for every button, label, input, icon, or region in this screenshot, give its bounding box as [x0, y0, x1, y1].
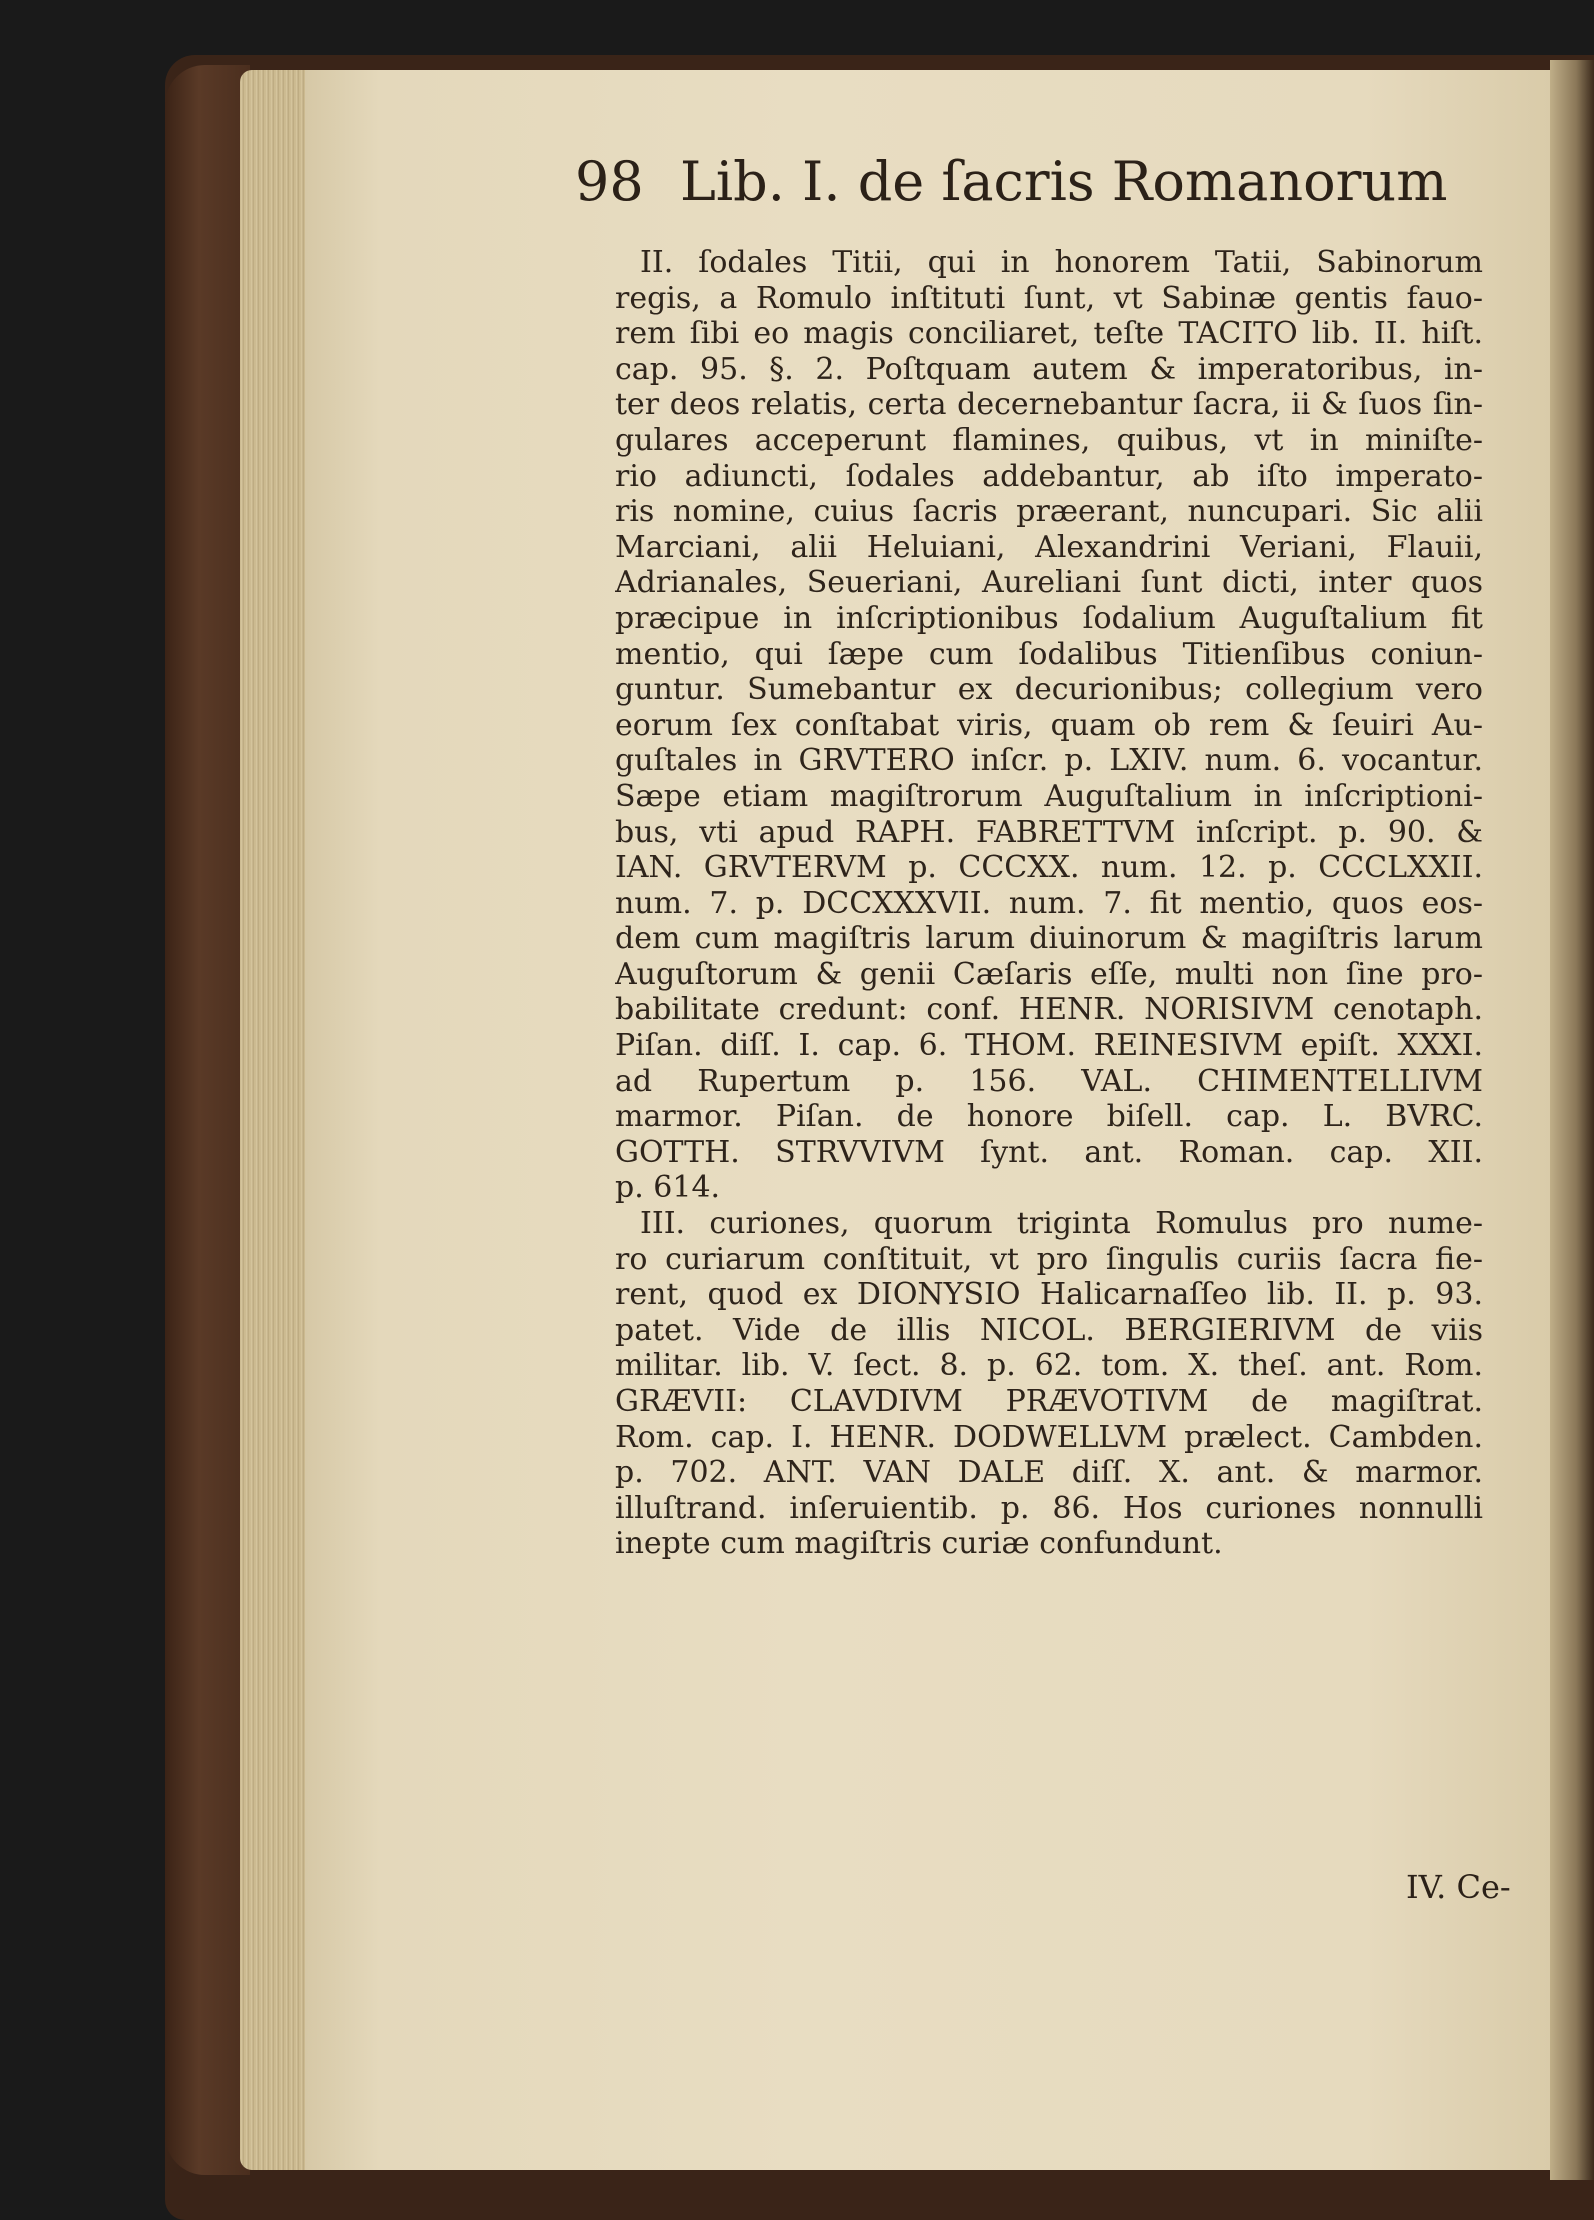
- text-line: militar. lib. V. ſect. 8. p. 62. tom. X. theſ. ant. Rom.: [615, 1348, 1483, 1384]
- gutter-shadow: [1550, 60, 1594, 2180]
- text-line: babilitate credunt: conf. HENR. NORISIVM cenotaph.: [615, 992, 1483, 1028]
- text-line: IAN. GRVTERVM p. CCCXX. num. 12. p. CCCLXXII.: [615, 850, 1483, 886]
- text-line: Auguſtorum & genii Cæſaris eſſe, multi non ſine pro-: [615, 956, 1483, 992]
- text-line: ad Rupertum p. 156. VAL. CHIMENTELLIVM: [615, 1063, 1483, 1099]
- catchword: IV. Ce-: [1406, 1868, 1511, 1906]
- text-line: præcipue in inſcriptionibus ſodalium Auguſtalium fit: [615, 600, 1483, 636]
- running-title: Lib. I. de ſacris Romanorum: [680, 150, 1448, 213]
- text-line: num. 7. p. DCCXXXVII. num. 7. fit mentio, quos eos-: [615, 885, 1483, 921]
- page-header: [575, 150, 1448, 220]
- text-line: rio adiuncti, ſodales addebantur, ab iſto imperato-: [615, 458, 1483, 494]
- text-line: GRÆVII: CLAVDIVM PRÆVOTIVM de magiſtrat.: [615, 1384, 1483, 1419]
- text-line: Adrianales, Seueriani, Aureliani ſunt dicti, inter quos: [615, 565, 1483, 601]
- text-line: rem ſibi eo magis conciliaret, teſte TACITO lib. II. hiſt.: [615, 316, 1483, 352]
- page-number: 98: [575, 150, 644, 213]
- text-line: Piſan. diſſ. I. cap. 6. THOM. REINESIVM epiſt. XXXI.: [615, 1028, 1483, 1064]
- text-line: Sæpe etiam magiſtrorum Auguſtalium in inſcriptioni-: [615, 778, 1483, 814]
- text-line: cap. 95. §. 2. Poſtquam autem & imperatoribus, in-: [615, 351, 1483, 387]
- text-line: mentio, qui ſæpe cum ſodalibus Titienſibus coniun-: [615, 636, 1483, 672]
- text-line: rent, quod ex DIONYSIO Halicarnaſſeo lib. II. p. 93.: [615, 1277, 1483, 1313]
- text-line: ris nomine, cuius ſacris præerant, nuncupari. Sic alii: [615, 494, 1483, 530]
- text-line: bus, vti apud RAPH. FABRETTVM inſcript. p. 90. &: [615, 814, 1483, 850]
- book-cover-edge: [165, 65, 250, 2175]
- text-line: dem cum magiſtris larum diuinorum & magiſtris larum: [615, 921, 1483, 957]
- text-line: II. ſodales Titii, qui in honorem Tatii, Sabinorum: [640, 245, 1483, 280]
- text-line: p. 614.: [615, 1170, 721, 1206]
- body-text: [615, 245, 1483, 1562]
- text-line: guſtales in GRVTERO inſcr. p. LXIV. num. 6. vocantur.: [615, 743, 1483, 779]
- text-line: Marciani, alii Heluiani, Alexandrini Veriani, Flauii,: [615, 529, 1483, 565]
- text-line: illuſtrand. inſeruientib. p. 86. Hos curiones nonnulli: [615, 1490, 1483, 1526]
- text-line: GOTTH. STRVVIVM ſynt. ant. Roman. cap. XII.: [615, 1134, 1483, 1170]
- text-line: inepte cum magiſtris curiæ confundunt.: [615, 1526, 1223, 1562]
- text-line: regis, a Romulo inſtituti ſunt, vt Sabinæ gentis fauo-: [615, 280, 1483, 316]
- text-line: ro curiarum conſtituit, vt pro ſingulis curiis ſacra fie-: [615, 1241, 1483, 1277]
- text-line: eorum ſex conſtabat viris, quam ob rem & ſeuiri Au-: [615, 707, 1483, 743]
- text-line: p. 702. ANT. VAN DALE diſſ. X. ant. & marmor.: [615, 1455, 1483, 1491]
- text-line: marmor. Piſan. de honore biſell. cap. L. BVRC.: [615, 1099, 1483, 1135]
- text-line: gulares acceperunt flamines, quibus, vt in miniſte-: [615, 422, 1483, 458]
- text-line: Rom. cap. I. HENR. DODWELLVM prælect. Cambden.: [615, 1419, 1483, 1455]
- text-line: ter deos relatis, certa decernebantur ſacra, ii & ſuos ſin-: [615, 387, 1483, 423]
- text-line: guntur. Sumebantur ex decurionibus; collegium vero: [615, 672, 1483, 708]
- text-line: III. curiones, quorum triginta Romulus pro nume-: [640, 1206, 1483, 1242]
- text-line: patet. Vide de illis NICOL. BERGIERIVM de viis: [615, 1312, 1483, 1348]
